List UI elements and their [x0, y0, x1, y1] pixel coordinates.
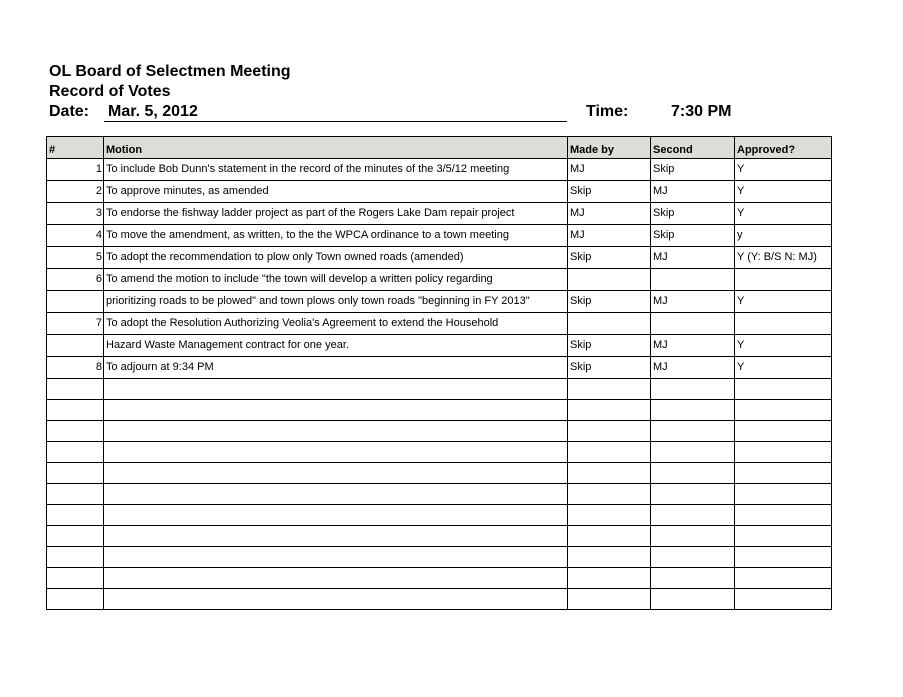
- table-row: [47, 357, 832, 379]
- cell-made-by: MJ: [568, 225, 651, 247]
- empty-cell: [651, 589, 735, 610]
- cell-number: [47, 335, 104, 357]
- empty-cell: [47, 442, 104, 463]
- empty-cell: [568, 484, 651, 505]
- empty-table-row: [47, 400, 832, 421]
- empty-cell: [735, 400, 832, 421]
- empty-table-row: [47, 421, 832, 442]
- empty-cell: [104, 484, 568, 505]
- empty-cell: [47, 379, 104, 400]
- empty-table-row: [47, 379, 832, 400]
- cell-number: [47, 291, 104, 313]
- empty-cell: [47, 421, 104, 442]
- empty-cell: [568, 463, 651, 484]
- empty-cell: [651, 421, 735, 442]
- table-row: [47, 159, 832, 181]
- cell-second: MJ: [651, 335, 735, 357]
- cell-motion: To amend the motion to include "the town will develop a written policy regarding: [104, 269, 568, 291]
- column-header-motion: Motion: [104, 137, 568, 159]
- table-row: [47, 313, 832, 335]
- empty-table-row: [47, 589, 832, 610]
- empty-cell: [47, 484, 104, 505]
- cell-approved: Y: [735, 181, 832, 203]
- date-value: Mar. 5, 2012: [104, 102, 567, 122]
- cell-made-by: [568, 269, 651, 291]
- table-header-row: [47, 137, 832, 159]
- empty-cell: [568, 442, 651, 463]
- empty-cell: [651, 484, 735, 505]
- empty-cell: [735, 442, 832, 463]
- table-row: [47, 181, 832, 203]
- cell-number: 6: [47, 269, 104, 291]
- cell-second: MJ: [651, 247, 735, 269]
- cell-made-by: MJ: [568, 159, 651, 181]
- empty-cell: [735, 526, 832, 547]
- empty-cell: [47, 505, 104, 526]
- empty-cell: [735, 568, 832, 589]
- empty-cell: [104, 547, 568, 568]
- cell-second: Skip: [651, 203, 735, 225]
- empty-cell: [104, 505, 568, 526]
- empty-cell: [568, 421, 651, 442]
- empty-cell: [104, 379, 568, 400]
- cell-made-by: MJ: [568, 203, 651, 225]
- column-header-number: #: [47, 137, 104, 159]
- cell-motion: To approve minutes, as amended: [104, 181, 568, 203]
- table-row: [47, 247, 832, 269]
- page-title: OL Board of Selectmen Meeting: [49, 63, 291, 80]
- empty-cell: [104, 442, 568, 463]
- cell-made-by: Skip: [568, 335, 651, 357]
- cell-approved: y: [735, 225, 832, 247]
- cell-second: MJ: [651, 181, 735, 203]
- table-row: [47, 335, 832, 357]
- empty-cell: [47, 400, 104, 421]
- empty-cell: [735, 589, 832, 610]
- empty-cell: [651, 442, 735, 463]
- empty-cell: [735, 484, 832, 505]
- cell-motion: Hazard Waste Management contract for one year.: [104, 335, 568, 357]
- empty-cell: [735, 463, 832, 484]
- cell-motion: To move the amendment, as written, to the the WPCA ordinance to a town meeting: [104, 225, 568, 247]
- cell-motion: To adopt the recommendation to plow only Town owned roads (amended): [104, 247, 568, 269]
- empty-cell: [651, 379, 735, 400]
- empty-cell: [568, 589, 651, 610]
- cell-approved: Y: [735, 335, 832, 357]
- empty-table-row: [47, 463, 832, 484]
- empty-cell: [651, 400, 735, 421]
- empty-table-row: [47, 568, 832, 589]
- empty-cell: [568, 526, 651, 547]
- cell-number: 8: [47, 357, 104, 379]
- empty-cell: [47, 568, 104, 589]
- cell-approved: Y (Y: B/S N: MJ): [735, 247, 832, 269]
- cell-second: Skip: [651, 159, 735, 181]
- cell-approved: [735, 269, 832, 291]
- cell-motion: To adjourn at 9:34 PM: [104, 357, 568, 379]
- cell-second: [651, 313, 735, 335]
- empty-table-row: [47, 547, 832, 568]
- column-header-approved: Approved?: [735, 137, 832, 159]
- empty-cell: [47, 463, 104, 484]
- time-label: Time:: [586, 103, 629, 120]
- votes-table: [46, 136, 832, 610]
- empty-cell: [568, 547, 651, 568]
- empty-cell: [735, 505, 832, 526]
- cell-made-by: Skip: [568, 247, 651, 269]
- cell-made-by: Skip: [568, 181, 651, 203]
- column-header-second: Second: [651, 137, 735, 159]
- cell-approved: Y: [735, 203, 832, 225]
- empty-cell: [104, 400, 568, 421]
- empty-cell: [651, 505, 735, 526]
- empty-cell: [735, 547, 832, 568]
- empty-cell: [104, 589, 568, 610]
- empty-cell: [568, 400, 651, 421]
- empty-table-row: [47, 442, 832, 463]
- date-label: Date:: [49, 103, 90, 120]
- empty-cell: [47, 526, 104, 547]
- cell-second: MJ: [651, 291, 735, 313]
- empty-cell: [568, 505, 651, 526]
- cell-motion: prioritizing roads to be plowed" and town plows only town roads "beginning in FY 2013": [104, 291, 568, 313]
- empty-cell: [651, 568, 735, 589]
- table-row: [47, 291, 832, 313]
- cell-motion: To adopt the Resolution Authorizing Veolia's Agreement to extend the Household: [104, 313, 568, 335]
- table-row: [47, 203, 832, 225]
- empty-cell: [104, 421, 568, 442]
- empty-table-row: [47, 505, 832, 526]
- empty-cell: [47, 589, 104, 610]
- cell-number: 2: [47, 181, 104, 203]
- empty-cell: [735, 379, 832, 400]
- cell-number: 7: [47, 313, 104, 335]
- cell-motion: To include Bob Dunn's statement in the record of the minutes of the 3/5/12 meeting: [104, 159, 568, 181]
- empty-cell: [651, 547, 735, 568]
- cell-approved: [735, 313, 832, 335]
- cell-second: Skip: [651, 225, 735, 247]
- empty-cell: [104, 463, 568, 484]
- column-header-made-by: Made by: [568, 137, 651, 159]
- cell-second: [651, 269, 735, 291]
- empty-cell: [651, 526, 735, 547]
- cell-number: 1: [47, 159, 104, 181]
- empty-cell: [47, 547, 104, 568]
- cell-made-by: Skip: [568, 357, 651, 379]
- cell-made-by: Skip: [568, 291, 651, 313]
- empty-table-row: [47, 484, 832, 505]
- page-subtitle: Record of Votes: [49, 83, 171, 100]
- cell-number: 4: [47, 225, 104, 247]
- cell-made-by: [568, 313, 651, 335]
- empty-table-row: [47, 526, 832, 547]
- empty-cell: [651, 463, 735, 484]
- cell-approved: Y: [735, 357, 832, 379]
- cell-number: 3: [47, 203, 104, 225]
- time-value: 7:30 PM: [671, 103, 732, 120]
- empty-cell: [735, 421, 832, 442]
- cell-motion: To endorse the fishway ladder project as part of the Rogers Lake Dam repair project: [104, 203, 568, 225]
- empty-cell: [568, 379, 651, 400]
- cell-number: 5: [47, 247, 104, 269]
- empty-cell: [104, 526, 568, 547]
- empty-cell: [568, 568, 651, 589]
- empty-cell: [104, 568, 568, 589]
- table-row: [47, 269, 832, 291]
- table-row: [47, 225, 832, 247]
- cell-approved: Y: [735, 159, 832, 181]
- cell-second: MJ: [651, 357, 735, 379]
- cell-approved: Y: [735, 291, 832, 313]
